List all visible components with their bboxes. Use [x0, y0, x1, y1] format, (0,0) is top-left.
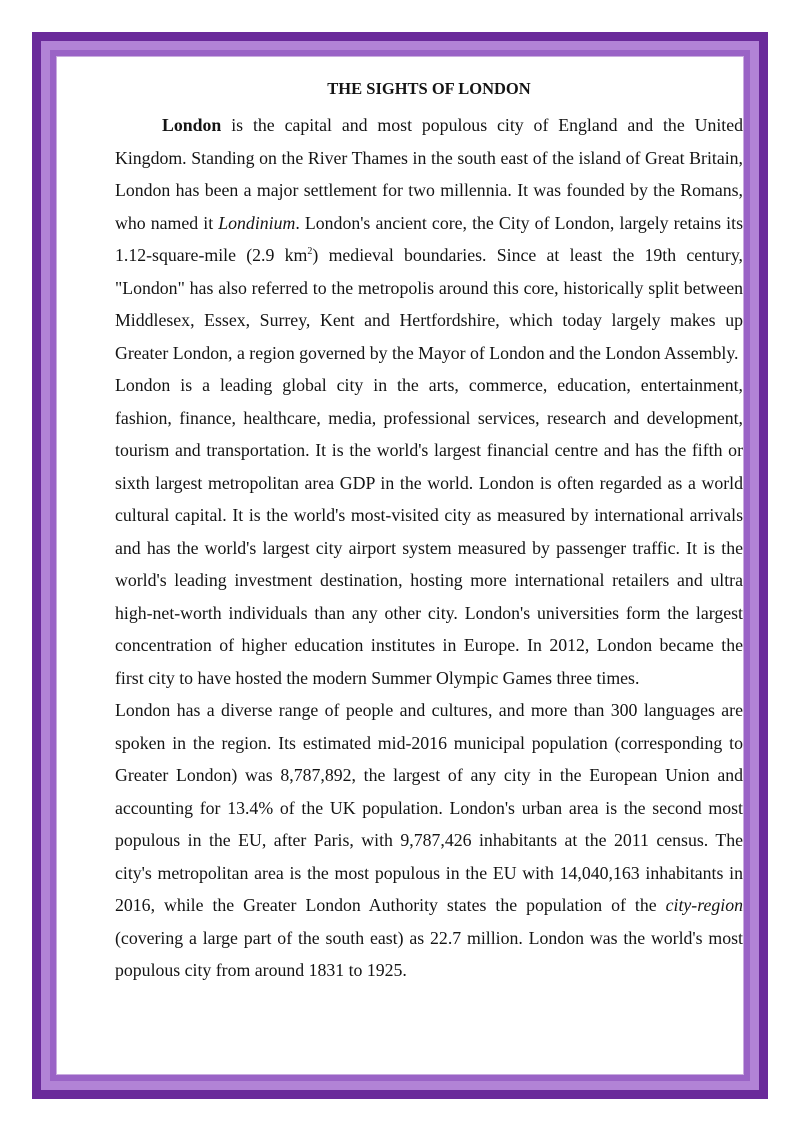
- document-body: [115, 78, 743, 987]
- paragraph-1: [115, 109, 743, 369]
- paragraph-1-italic: Londinium: [218, 212, 296, 233]
- lead-word: London: [162, 115, 222, 135]
- paragraph-1-text-c: ) medieval boundaries. Since at least the 19th century, "London" has also referred to the metropolis around this core, historically split between Middlesex, Essex, Surrey, Kent and Hertfordshire, which today largely makes up Greater London, a region governed by the Mayor of London and the London Assembly.: [115, 245, 743, 363]
- paragraph-1-text-b: . London's ancient core, the City of London, largely retains its 1.12-square-mile (2.9 km: [115, 212, 743, 265]
- paragraph-3-text-a: London has a diverse range of people and cultures, and more than 300 languages are spoken in the region. Its estimated mid-2016 municipal population (corresponding to Greater London) was 8,787,892, the largest of any city in the European Union and accounting for 13.4% of the UK population. London's urban area is the second most populous in the EU, after Paris, with 9,787,426 inhabitants at the 2011 census. The city's metropolitan area is the most populous in the EU with 14,040,163 inhabitants in 2016, while the Greater London Authority states the population of the: [115, 700, 743, 915]
- paragraph-2: London is a leading global city in the arts, commerce, education, entertainment, fashion, finance, healthcare, media, professional services, research and development, tourism and transportation. It is the world's largest financial centre and has the fifth or sixth largest metropolitan area GDP in the world. London is often regarded as a world cultural capital. It is the world's most-visited city as measured by international arrivals and has the world's largest city airport system measured by passenger traffic. It is the world's leading investment destination, hosting more international retailers and ultra high-net-worth individuals than any other city. London's universities form the largest concentration of higher education institutes in Europe. In 2012, London became the first city to have hosted the modern Summer Olympic Games three times.: [115, 375, 743, 688]
- paragraph-3-italic: city-region: [665, 895, 743, 915]
- document-title: THE SIGHTS OF LONDON: [327, 79, 531, 98]
- superscript: 2: [307, 246, 313, 258]
- paragraph-3: [115, 694, 743, 987]
- paragraph-1-text-a: is the capital and most populous city of England and the United Kingdom. Standing on the River Thames in the south east of the island of Great Britain, London has been a major settlement for two millennia. It was founded by the Romans, who named it: [115, 115, 743, 233]
- paragraph-3-text-b: (covering a large part of the south east) as 22.7 million. London was the world's most populous city from around 1831 to 1925.: [115, 927, 743, 980]
